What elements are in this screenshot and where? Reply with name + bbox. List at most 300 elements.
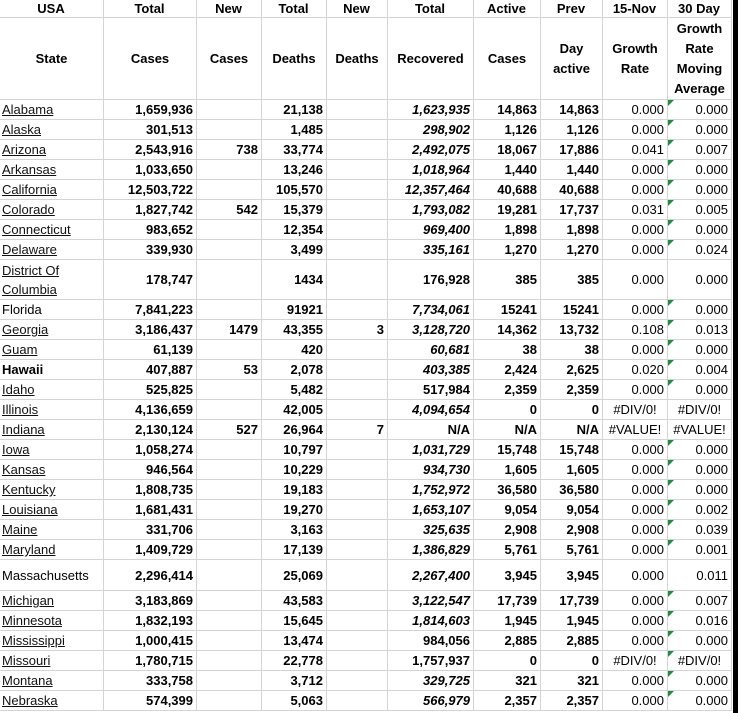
growth-rate-30day-avg-cell[interactable] xyxy=(668,420,732,440)
prev-day-active-cell[interactable] xyxy=(541,320,603,340)
state-link[interactable]: Maryland xyxy=(2,542,56,557)
total-deaths-cell[interactable] xyxy=(262,100,327,120)
growth-rate-cell[interactable] xyxy=(603,420,668,440)
total-deaths-cell[interactable] xyxy=(262,691,327,711)
growth-rate-30day-avg-cell[interactable] xyxy=(668,320,732,340)
growth-rate-cell[interactable] xyxy=(603,440,668,460)
prev-day-active-cell[interactable] xyxy=(541,400,603,420)
active-cases-cell[interactable] xyxy=(474,220,541,240)
active-cases-cell[interactable] xyxy=(474,591,541,611)
total-deaths-cell[interactable] xyxy=(262,180,327,200)
total-cases-cell[interactable] xyxy=(104,220,197,240)
header-top-total-deaths[interactable] xyxy=(262,0,327,18)
header-total-recovered[interactable] xyxy=(388,18,474,100)
state-link[interactable]: Nebraska xyxy=(2,693,58,708)
total-recovered-cell[interactable] xyxy=(388,540,474,560)
new-deaths-cell[interactable] xyxy=(327,440,388,460)
total-recovered-cell[interactable] xyxy=(388,180,474,200)
active-cases-cell[interactable] xyxy=(474,540,541,560)
prev-day-active-cell[interactable] xyxy=(541,300,603,320)
state-link[interactable]: Kentucky xyxy=(2,482,56,497)
active-cases-cell[interactable] xyxy=(474,360,541,380)
state-link[interactable]: Maine xyxy=(2,522,38,537)
growth-rate-30day-avg-cell[interactable] xyxy=(668,240,732,260)
new-deaths-cell[interactable] xyxy=(327,360,388,380)
growth-rate-30day-avg-cell[interactable] xyxy=(668,220,732,240)
total-cases-cell[interactable] xyxy=(104,320,197,340)
growth-rate-cell[interactable] xyxy=(603,460,668,480)
total-recovered-cell[interactable] xyxy=(388,611,474,631)
active-cases-cell[interactable] xyxy=(474,180,541,200)
growth-rate-30day-avg-cell[interactable] xyxy=(668,360,732,380)
total-recovered-cell[interactable] xyxy=(388,140,474,160)
total-deaths-cell[interactable] xyxy=(262,500,327,520)
active-cases-cell[interactable] xyxy=(474,380,541,400)
total-cases-cell[interactable] xyxy=(104,540,197,560)
prev-day-active-cell[interactable] xyxy=(541,100,603,120)
total-cases-cell[interactable] xyxy=(104,380,197,400)
total-deaths-cell[interactable] xyxy=(262,591,327,611)
growth-rate-30day-avg-cell[interactable] xyxy=(668,380,732,400)
growth-rate-cell[interactable] xyxy=(603,160,668,180)
total-cases-cell[interactable] xyxy=(104,340,197,360)
total-cases-cell[interactable] xyxy=(104,360,197,380)
growth-rate-30day-avg-cell[interactable] xyxy=(668,611,732,631)
new-cases-cell[interactable] xyxy=(197,180,262,200)
total-recovered-cell[interactable] xyxy=(388,400,474,420)
total-deaths-cell[interactable] xyxy=(262,520,327,540)
total-cases-cell[interactable] xyxy=(104,180,197,200)
active-cases-cell[interactable] xyxy=(474,260,541,300)
state-cell[interactable] xyxy=(0,380,104,400)
growth-rate-cell[interactable] xyxy=(603,120,668,140)
state-link[interactable]: Connecticut xyxy=(2,222,71,237)
total-recovered-cell[interactable] xyxy=(388,240,474,260)
growth-rate-cell[interactable] xyxy=(603,180,668,200)
total-deaths-cell[interactable] xyxy=(262,540,327,560)
growth-rate-30day-avg-cell[interactable] xyxy=(668,140,732,160)
total-deaths-cell[interactable] xyxy=(262,160,327,180)
total-cases-cell[interactable] xyxy=(104,631,197,651)
total-cases-cell[interactable] xyxy=(104,651,197,671)
total-deaths-cell[interactable] xyxy=(262,671,327,691)
prev-day-active-cell[interactable] xyxy=(541,120,603,140)
total-recovered-cell[interactable] xyxy=(388,220,474,240)
new-deaths-cell[interactable] xyxy=(327,611,388,631)
total-deaths-cell[interactable] xyxy=(262,400,327,420)
total-cases-cell[interactable] xyxy=(104,691,197,711)
state-cell[interactable] xyxy=(0,611,104,631)
state-link[interactable]: District Of Columbia xyxy=(2,262,60,297)
state-cell[interactable] xyxy=(0,440,104,460)
total-recovered-cell[interactable] xyxy=(388,460,474,480)
growth-rate-cell[interactable] xyxy=(603,691,668,711)
total-deaths-cell[interactable] xyxy=(262,220,327,240)
total-cases-cell[interactable] xyxy=(104,500,197,520)
total-cases-cell[interactable] xyxy=(104,560,197,591)
state-cell[interactable] xyxy=(0,400,104,420)
header-top-growth-rate-30day-avg[interactable] xyxy=(668,0,732,18)
total-recovered-cell[interactable] xyxy=(388,480,474,500)
total-cases-cell[interactable] xyxy=(104,520,197,540)
growth-rate-cell[interactable] xyxy=(603,480,668,500)
growth-rate-30day-avg-cell[interactable] xyxy=(668,400,732,420)
state-cell[interactable] xyxy=(0,520,104,540)
new-deaths-cell[interactable] xyxy=(327,220,388,240)
header-top-state[interactable] xyxy=(0,0,104,18)
new-deaths-cell[interactable] xyxy=(327,140,388,160)
new-deaths-cell[interactable] xyxy=(327,100,388,120)
header-growth-rate-30day-avg[interactable] xyxy=(668,18,732,100)
state-cell[interactable] xyxy=(0,160,104,180)
total-deaths-cell[interactable] xyxy=(262,420,327,440)
total-recovered-cell[interactable] xyxy=(388,200,474,220)
new-deaths-cell[interactable] xyxy=(327,651,388,671)
total-recovered-cell[interactable] xyxy=(388,671,474,691)
header-top-total-recovered[interactable] xyxy=(388,0,474,18)
growth-rate-30day-avg-cell[interactable] xyxy=(668,651,732,671)
state-link[interactable]: Alabama xyxy=(2,102,54,117)
state-cell[interactable] xyxy=(0,671,104,691)
total-recovered-cell[interactable] xyxy=(388,360,474,380)
header-top-active-cases[interactable] xyxy=(474,0,541,18)
growth-rate-30day-avg-cell[interactable] xyxy=(668,480,732,500)
total-cases-cell[interactable] xyxy=(104,611,197,631)
prev-day-active-cell[interactable] xyxy=(541,380,603,400)
new-deaths-cell[interactable] xyxy=(327,520,388,540)
growth-rate-cell[interactable] xyxy=(603,340,668,360)
total-recovered-cell[interactable] xyxy=(388,631,474,651)
total-deaths-cell[interactable] xyxy=(262,320,327,340)
growth-rate-30day-avg-cell[interactable] xyxy=(668,460,732,480)
total-recovered-cell[interactable] xyxy=(388,691,474,711)
total-cases-cell[interactable] xyxy=(104,591,197,611)
header-new-deaths[interactable] xyxy=(327,18,388,100)
active-cases-cell[interactable] xyxy=(474,440,541,460)
growth-rate-30day-avg-cell[interactable] xyxy=(668,520,732,540)
growth-rate-cell[interactable] xyxy=(603,540,668,560)
total-deaths-cell[interactable] xyxy=(262,260,327,300)
new-deaths-cell[interactable] xyxy=(327,500,388,520)
prev-day-active-cell[interactable] xyxy=(541,240,603,260)
growth-rate-30day-avg-cell[interactable] xyxy=(668,160,732,180)
prev-day-active-cell[interactable] xyxy=(541,140,603,160)
prev-day-active-cell[interactable] xyxy=(541,460,603,480)
state-link[interactable]: Illinois xyxy=(2,402,39,417)
state-link[interactable]: Arizona xyxy=(2,142,47,157)
header-growth-rate[interactable] xyxy=(603,18,668,100)
prev-day-active-cell[interactable] xyxy=(541,560,603,591)
new-deaths-cell[interactable] xyxy=(327,631,388,651)
growth-rate-30day-avg-cell[interactable] xyxy=(668,560,732,591)
new-deaths-cell[interactable] xyxy=(327,380,388,400)
new-cases-cell[interactable] xyxy=(197,440,262,460)
state-cell[interactable] xyxy=(0,500,104,520)
state-link[interactable]: Alaska xyxy=(2,122,42,137)
header-top-new-cases[interactable] xyxy=(197,0,262,18)
state-link[interactable]: Colorado xyxy=(2,202,55,217)
active-cases-cell[interactable] xyxy=(474,140,541,160)
total-recovered-cell[interactable] xyxy=(388,520,474,540)
new-cases-cell[interactable] xyxy=(197,200,262,220)
total-deaths-cell[interactable] xyxy=(262,240,327,260)
state-link[interactable]: Arkansas xyxy=(2,162,57,177)
new-cases-cell[interactable] xyxy=(197,591,262,611)
active-cases-cell[interactable] xyxy=(474,120,541,140)
state-cell[interactable] xyxy=(0,540,104,560)
growth-rate-cell[interactable] xyxy=(603,240,668,260)
total-recovered-cell[interactable] xyxy=(388,500,474,520)
growth-rate-30day-avg-cell[interactable] xyxy=(668,200,732,220)
growth-rate-30day-avg-cell[interactable] xyxy=(668,500,732,520)
total-recovered-cell[interactable] xyxy=(388,420,474,440)
total-deaths-cell[interactable] xyxy=(262,611,327,631)
total-deaths-cell[interactable] xyxy=(262,380,327,400)
growth-rate-cell[interactable] xyxy=(603,631,668,651)
state-link[interactable]: Michigan xyxy=(2,593,55,608)
new-cases-cell[interactable] xyxy=(197,611,262,631)
state-link[interactable]: Georgia xyxy=(2,322,49,337)
growth-rate-cell[interactable] xyxy=(603,220,668,240)
prev-day-active-cell[interactable] xyxy=(541,340,603,360)
state-cell[interactable] xyxy=(0,120,104,140)
new-cases-cell[interactable] xyxy=(197,220,262,240)
total-recovered-cell[interactable] xyxy=(388,340,474,360)
total-deaths-cell[interactable] xyxy=(262,651,327,671)
state-link[interactable]: Montana xyxy=(2,673,53,688)
state-cell[interactable] xyxy=(0,631,104,651)
total-cases-cell[interactable] xyxy=(104,240,197,260)
state-cell[interactable] xyxy=(0,691,104,711)
growth-rate-30day-avg-cell[interactable] xyxy=(668,631,732,651)
new-cases-cell[interactable] xyxy=(197,651,262,671)
active-cases-cell[interactable] xyxy=(474,631,541,651)
state-cell[interactable] xyxy=(0,560,104,591)
active-cases-cell[interactable] xyxy=(474,320,541,340)
header-top-new-deaths[interactable] xyxy=(327,0,388,18)
new-deaths-cell[interactable] xyxy=(327,400,388,420)
header-state[interactable] xyxy=(0,18,104,100)
active-cases-cell[interactable] xyxy=(474,240,541,260)
total-recovered-cell[interactable] xyxy=(388,440,474,460)
header-top-prev-day-active[interactable] xyxy=(541,0,603,18)
header-new-cases[interactable] xyxy=(197,18,262,100)
active-cases-cell[interactable] xyxy=(474,500,541,520)
new-cases-cell[interactable] xyxy=(197,671,262,691)
prev-day-active-cell[interactable] xyxy=(541,420,603,440)
total-cases-cell[interactable] xyxy=(104,400,197,420)
prev-day-active-cell[interactable] xyxy=(541,651,603,671)
header-top-growth-rate[interactable] xyxy=(603,0,668,18)
active-cases-cell[interactable] xyxy=(474,420,541,440)
growth-rate-30day-avg-cell[interactable] xyxy=(668,671,732,691)
header-total-cases[interactable] xyxy=(104,18,197,100)
new-deaths-cell[interactable] xyxy=(327,591,388,611)
growth-rate-cell[interactable] xyxy=(603,300,668,320)
state-cell[interactable] xyxy=(0,240,104,260)
prev-day-active-cell[interactable] xyxy=(541,440,603,460)
new-deaths-cell[interactable] xyxy=(327,560,388,591)
total-cases-cell[interactable] xyxy=(104,160,197,180)
prev-day-active-cell[interactable] xyxy=(541,611,603,631)
prev-day-active-cell[interactable] xyxy=(541,520,603,540)
active-cases-cell[interactable] xyxy=(474,651,541,671)
active-cases-cell[interactable] xyxy=(474,520,541,540)
growth-rate-cell[interactable] xyxy=(603,380,668,400)
state-cell[interactable] xyxy=(0,100,104,120)
growth-rate-30day-avg-cell[interactable] xyxy=(668,591,732,611)
new-cases-cell[interactable] xyxy=(197,631,262,651)
total-deaths-cell[interactable] xyxy=(262,560,327,591)
total-recovered-cell[interactable] xyxy=(388,100,474,120)
new-deaths-cell[interactable] xyxy=(327,300,388,320)
total-cases-cell[interactable] xyxy=(104,200,197,220)
total-cases-cell[interactable] xyxy=(104,671,197,691)
prev-day-active-cell[interactable] xyxy=(541,200,603,220)
total-cases-cell[interactable] xyxy=(104,460,197,480)
growth-rate-30day-avg-cell[interactable] xyxy=(668,340,732,360)
total-recovered-cell[interactable] xyxy=(388,120,474,140)
state-cell[interactable] xyxy=(0,480,104,500)
growth-rate-30day-avg-cell[interactable] xyxy=(668,691,732,711)
active-cases-cell[interactable] xyxy=(474,691,541,711)
state-link[interactable]: Louisiana xyxy=(2,502,58,517)
growth-rate-cell[interactable] xyxy=(603,320,668,340)
prev-day-active-cell[interactable] xyxy=(541,260,603,300)
new-deaths-cell[interactable] xyxy=(327,200,388,220)
new-cases-cell[interactable] xyxy=(197,120,262,140)
prev-day-active-cell[interactable] xyxy=(541,540,603,560)
state-link[interactable]: Guam xyxy=(2,342,38,357)
new-cases-cell[interactable] xyxy=(197,260,262,300)
active-cases-cell[interactable] xyxy=(474,400,541,420)
total-recovered-cell[interactable] xyxy=(388,260,474,300)
active-cases-cell[interactable] xyxy=(474,671,541,691)
new-cases-cell[interactable] xyxy=(197,340,262,360)
total-recovered-cell[interactable] xyxy=(388,651,474,671)
total-cases-cell[interactable] xyxy=(104,100,197,120)
growth-rate-cell[interactable] xyxy=(603,260,668,300)
state-cell[interactable] xyxy=(0,220,104,240)
new-cases-cell[interactable] xyxy=(197,420,262,440)
total-deaths-cell[interactable] xyxy=(262,631,327,651)
growth-rate-30day-avg-cell[interactable] xyxy=(668,180,732,200)
state-link[interactable]: Kansas xyxy=(2,462,46,477)
growth-rate-30day-avg-cell[interactable] xyxy=(668,120,732,140)
new-cases-cell[interactable] xyxy=(197,300,262,320)
growth-rate-cell[interactable] xyxy=(603,400,668,420)
total-deaths-cell[interactable] xyxy=(262,360,327,380)
growth-rate-cell[interactable] xyxy=(603,200,668,220)
total-deaths-cell[interactable] xyxy=(262,200,327,220)
total-cases-cell[interactable] xyxy=(104,140,197,160)
new-cases-cell[interactable] xyxy=(197,480,262,500)
total-cases-cell[interactable] xyxy=(104,480,197,500)
prev-day-active-cell[interactable] xyxy=(541,591,603,611)
active-cases-cell[interactable] xyxy=(474,340,541,360)
active-cases-cell[interactable] xyxy=(474,460,541,480)
state-link[interactable]: Iowa xyxy=(2,442,30,457)
total-recovered-cell[interactable] xyxy=(388,560,474,591)
new-cases-cell[interactable] xyxy=(197,380,262,400)
new-deaths-cell[interactable] xyxy=(327,260,388,300)
prev-day-active-cell[interactable] xyxy=(541,691,603,711)
total-recovered-cell[interactable] xyxy=(388,380,474,400)
prev-day-active-cell[interactable] xyxy=(541,500,603,520)
total-recovered-cell[interactable] xyxy=(388,591,474,611)
state-cell[interactable] xyxy=(0,180,104,200)
total-deaths-cell[interactable] xyxy=(262,140,327,160)
state-link[interactable]: Indiana xyxy=(2,422,45,437)
growth-rate-cell[interactable] xyxy=(603,500,668,520)
total-deaths-cell[interactable] xyxy=(262,300,327,320)
state-cell[interactable] xyxy=(0,460,104,480)
new-cases-cell[interactable] xyxy=(197,691,262,711)
prev-day-active-cell[interactable] xyxy=(541,220,603,240)
total-cases-cell[interactable] xyxy=(104,260,197,300)
total-deaths-cell[interactable] xyxy=(262,480,327,500)
state-cell[interactable] xyxy=(0,300,104,320)
total-deaths-cell[interactable] xyxy=(262,460,327,480)
new-deaths-cell[interactable] xyxy=(327,691,388,711)
growth-rate-30day-avg-cell[interactable] xyxy=(668,260,732,300)
prev-day-active-cell[interactable] xyxy=(541,631,603,651)
growth-rate-30day-avg-cell[interactable] xyxy=(668,100,732,120)
growth-rate-cell[interactable] xyxy=(603,140,668,160)
new-cases-cell[interactable] xyxy=(197,320,262,340)
state-cell[interactable] xyxy=(0,420,104,440)
new-deaths-cell[interactable] xyxy=(327,671,388,691)
total-cases-cell[interactable] xyxy=(104,420,197,440)
total-cases-cell[interactable] xyxy=(104,440,197,460)
growth-rate-30day-avg-cell[interactable] xyxy=(668,440,732,460)
new-deaths-cell[interactable] xyxy=(327,480,388,500)
state-link[interactable]: Minnesota xyxy=(2,613,62,628)
growth-rate-cell[interactable] xyxy=(603,100,668,120)
new-deaths-cell[interactable] xyxy=(327,540,388,560)
new-cases-cell[interactable] xyxy=(197,460,262,480)
new-deaths-cell[interactable] xyxy=(327,420,388,440)
header-prev-day-active[interactable] xyxy=(541,18,603,100)
state-cell[interactable] xyxy=(0,140,104,160)
state-cell[interactable] xyxy=(0,591,104,611)
prev-day-active-cell[interactable] xyxy=(541,671,603,691)
growth-rate-30day-avg-cell[interactable] xyxy=(668,540,732,560)
prev-day-active-cell[interactable] xyxy=(541,160,603,180)
new-cases-cell[interactable] xyxy=(197,140,262,160)
new-deaths-cell[interactable] xyxy=(327,120,388,140)
active-cases-cell[interactable] xyxy=(474,560,541,591)
total-cases-cell[interactable] xyxy=(104,300,197,320)
new-cases-cell[interactable] xyxy=(197,560,262,591)
new-cases-cell[interactable] xyxy=(197,160,262,180)
active-cases-cell[interactable] xyxy=(474,100,541,120)
total-deaths-cell[interactable] xyxy=(262,340,327,360)
state-cell[interactable] xyxy=(0,200,104,220)
growth-rate-cell[interactable] xyxy=(603,611,668,631)
state-link[interactable]: California xyxy=(2,182,57,197)
state-cell[interactable] xyxy=(0,651,104,671)
new-deaths-cell[interactable] xyxy=(327,460,388,480)
growth-rate-cell[interactable] xyxy=(603,671,668,691)
new-cases-cell[interactable] xyxy=(197,520,262,540)
new-cases-cell[interactable] xyxy=(197,100,262,120)
new-deaths-cell[interactable] xyxy=(327,240,388,260)
total-recovered-cell[interactable] xyxy=(388,160,474,180)
new-cases-cell[interactable] xyxy=(197,500,262,520)
prev-day-active-cell[interactable] xyxy=(541,180,603,200)
new-deaths-cell[interactable] xyxy=(327,160,388,180)
